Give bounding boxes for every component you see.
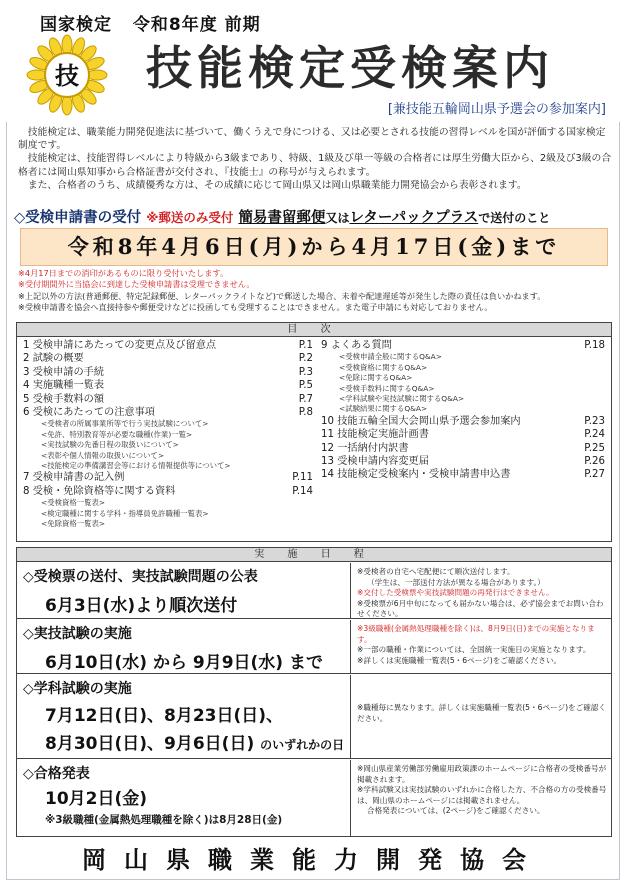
toc-item-page: P.14	[292, 485, 313, 497]
header	[6, 4, 620, 122]
intro-text	[18, 126, 612, 192]
note-item: ※受検申請書を協会へ直接持参や郵便受けなどに投函しても受理することはできません。また電子申請にも対応しておりません。	[18, 302, 493, 313]
schedule-row-title: ◇実技試験の実施	[23, 626, 132, 642]
toc-item	[23, 471, 313, 484]
schedule-heading: 実 施 日 程	[17, 548, 611, 562]
schedule-row-notes	[357, 764, 607, 817]
toc-item-label: 14 技能検定受検案内・受検申請書申込書	[321, 469, 511, 481]
mail-only-note: ※郵送のみ受付	[146, 210, 234, 225]
schedule-row-title: ◇学科試験の実施	[23, 681, 132, 697]
schedule-row-title: ◇受検票の送付、実技試験問題の公表	[23, 569, 258, 585]
schedule-row-date-second-text: 8月30日(日)、9月6日(日)	[45, 734, 255, 754]
intro-paragraph: 技能検定は、技能習得レベルにより特級から3級まであり、特級、1級及び単一等級の合格者には厚生労働大臣から、2級及び3級の合格者には岡山県知事から合格証書が交付され、『技能士』の称号が与えられます。	[18, 153, 612, 178]
toc-subitem: <受検資格一覧表>	[41, 498, 106, 508]
toc-item-page: P.8	[298, 407, 313, 419]
toc-item	[23, 485, 313, 498]
toc-right-column	[321, 339, 605, 482]
toc-item	[23, 393, 313, 406]
toc-item-label: 2 試験の概要	[23, 353, 84, 365]
toc-subitem: <受検資格に関するQ&A>	[339, 362, 428, 372]
toc-subitem: <受検申請全般に関するQ&A>	[339, 352, 442, 362]
schedule-row-date: 6月3日(水)より順次送付	[45, 596, 238, 616]
toc-subitem: <受検者の所属事業所等で行う実技試験について>	[41, 419, 209, 429]
schedule-row-left	[17, 620, 351, 673]
toc-item-label: 10 技能五輪全国大会岡山県予選会参加案内	[321, 415, 521, 427]
table-of-contents	[16, 322, 612, 542]
toc-left-column	[23, 339, 313, 530]
schedule-row-small-note: ※3級職種(金属熱処理職種を除く)は8月28日(金)	[45, 814, 283, 826]
toc-item	[23, 352, 313, 365]
toc-item-page: P.5	[298, 380, 313, 392]
exam-type: 国家検定	[40, 15, 112, 35]
schedule-row-date: 7月12日(日)、8月23日(日)、	[45, 706, 284, 726]
organization-footer: 岡山県職業能力開発協会	[82, 845, 544, 874]
method-registered-mail: 簡易書留郵便	[238, 210, 326, 226]
toc-item	[23, 366, 313, 379]
toc-item-page: P.7	[298, 393, 313, 405]
schedule-row-left	[17, 760, 351, 836]
toc-item-page: P.3	[298, 366, 313, 378]
toc-item	[321, 468, 605, 481]
toc-item	[23, 379, 313, 392]
schedule-row-date: 6月10日(水) から 9月9日(水) まで	[45, 653, 323, 673]
schedule-row-date-suffix: のいずれかの日	[260, 738, 345, 752]
toc-subitem: <免除資格一覧表>	[41, 519, 106, 529]
schedule-note: ※岡山県産業労働部労働雇用政策課のホームページに合格者の受検番号が掲載されます。	[357, 764, 607, 784]
method-suffix: で送付のこと	[478, 211, 551, 225]
toc-subitem: <学科試験や実技試験に関するQ&A>	[339, 394, 465, 404]
method-letterpack: レターパックプラス	[349, 210, 479, 226]
schedule-note: ※学科試験又は実技試験のいずれかに合格した方、不合格の方の受検番号は、岡山県のホームページには掲載されません。	[357, 785, 607, 805]
toc-item-page: P.18	[584, 340, 605, 351]
toc-item	[23, 339, 313, 352]
schedule-note: ※3級職種(金属熱処理職種を除く)は、8月9日(日)までの実施となります。	[357, 624, 595, 644]
page-title: 技能検定受検案内	[146, 41, 554, 95]
toc-subitem: <技能検定の準備講習会等における情報提供等について>	[41, 461, 231, 471]
toc-item	[321, 415, 605, 428]
toc-item-page: P.11	[292, 472, 313, 484]
schedule-note: （学生は、一部送付方法が異なる場合があります。）	[367, 577, 545, 587]
toc-item-label: 5 受検手数料の額	[23, 393, 105, 405]
method-or: 又は	[325, 211, 350, 225]
schedule-row-notes	[357, 567, 607, 620]
schedule-row-date-second	[45, 729, 344, 754]
toc-subitem: <実技試験の先番日程の取扱いについて>	[41, 440, 179, 450]
application-title: ◇受検申請書の受付	[14, 210, 142, 226]
schedule-row-notes	[357, 703, 607, 724]
intro-paragraph: 技能検定は、職業能力開発促進法に基づいて、働くうえで身につける、又は必要とされる技能の習得レベルを国が評価する国家検定制度です。	[18, 127, 606, 152]
page-subtitle: [兼技能五輪岡山県予選会の参加案内]	[387, 102, 606, 117]
schedule-note: ※一部の職種・作業については、全国統一実施日の実施となります。	[357, 645, 591, 655]
toc-item-page: P.24	[584, 429, 605, 441]
schedule-row-written-exam	[17, 675, 611, 759]
toc-item-page: P.26	[584, 456, 605, 468]
toc-item-label: 4 実施職種一覧表	[23, 380, 105, 392]
toc-item-page: P.27	[584, 469, 605, 481]
note-item: ※4月17日までの消印があるものに限り受付いたします。	[18, 268, 229, 278]
toc-subitem: <試験結果に関するQ&A>	[339, 404, 428, 414]
chrysanthemum-emblem-icon	[24, 32, 110, 118]
schedule-row-admission-ticket	[17, 563, 611, 619]
toc-item-page: P.2	[298, 353, 313, 365]
schedule-row-notes	[357, 624, 607, 666]
toc-item	[321, 428, 605, 441]
toc-item-label: 11 技能検定実施計画書	[321, 429, 429, 441]
toc-subitem: <受検手数料に関するQ&A>	[339, 383, 435, 393]
toc-subitem: <免許、特別教育等が必要な職種(作業)一覧>	[41, 429, 193, 439]
schedule-table	[16, 547, 612, 837]
toc-item-label: 1 受検申請にあたっての変更点及び留意点	[23, 340, 217, 351]
toc-item-label: 8 受検・免除資格等に関する資料	[23, 485, 176, 497]
exam-period: 令和8年度 前期	[132, 15, 261, 35]
toc-item-label: 7 受検申請書の記入例	[23, 472, 125, 484]
schedule-row-title: ◇合格発表	[23, 766, 90, 782]
schedule-note: ※受検者の自宅へ宅配便にて順次送付します。	[357, 567, 515, 576]
toc-item	[321, 339, 605, 352]
schedule-note: ※受検票が6月中旬になっても届かない場合は、必ず協会までお問い合わせください。	[357, 598, 604, 619]
toc-item-label: 12 一括納付内訳書	[321, 442, 409, 454]
emblem-char: 技	[55, 62, 79, 90]
intro-paragraph: また、合格者のうち、成績優秀な方は、その成績に応じて岡山県又は岡山県職業能力開発協会から表彰されます。	[27, 179, 527, 191]
application-period-banner: 令和8年4月6日(月)から4月17日(金)まで	[20, 228, 608, 266]
schedule-note: ※職種毎に異なります。詳しくは実施職種一覧表(5・6ページ)をご確認ください。	[357, 703, 606, 723]
toc-item	[321, 442, 605, 455]
schedule-row-left	[17, 563, 351, 618]
toc-subitem: <検定職種に関する学科・指導員免許職種一覧表>	[41, 508, 209, 518]
toc-item-label: 13 受検申請内容変更届	[321, 456, 429, 468]
schedule-row-left	[17, 675, 351, 758]
application-heading	[14, 206, 550, 227]
schedule-row-date: 10月2日(金)	[45, 789, 148, 809]
schedule-row-results	[17, 760, 611, 836]
schedule-note: ※詳しくは実施職種一覧表(5・6ページ)をご確認ください。	[357, 655, 562, 665]
note-item: ※上記以外の方法(普通郵便、特定記録郵便、レターパックライトなど)で郵送した場合、未着や配達遅延等が発生した際の責任は負いかねます。	[18, 290, 546, 301]
toc-item-label: 3 受検申請の手続	[23, 366, 105, 378]
toc-item-page: P.1	[298, 340, 313, 351]
toc-item-label: 6 受検にあたっての注意事項	[23, 407, 155, 419]
toc-item-page: P.23	[584, 415, 605, 427]
toc-subitem: <免除に関するQ&A>	[339, 373, 413, 383]
toc-item	[321, 455, 605, 468]
schedule-note: 合格発表については、(2ページ)をご確認ください。	[367, 806, 545, 816]
note-item: ※受付期間外に当協会に到達した受検申請書は受理できません。	[18, 279, 255, 290]
schedule-row-practical-exam	[17, 620, 611, 674]
application-notes	[18, 268, 614, 314]
schedule-note: ※交付した受検票や実技試験問題の再発行はできません。	[357, 588, 554, 598]
toc-heading: 目 次	[17, 323, 611, 337]
toc-subitem: <表彰や個人情報の取扱いについて>	[41, 450, 165, 460]
toc-item-label: 9 よくある質問	[321, 340, 392, 351]
toc-item	[23, 406, 313, 419]
toc-item-page: P.25	[584, 442, 605, 454]
